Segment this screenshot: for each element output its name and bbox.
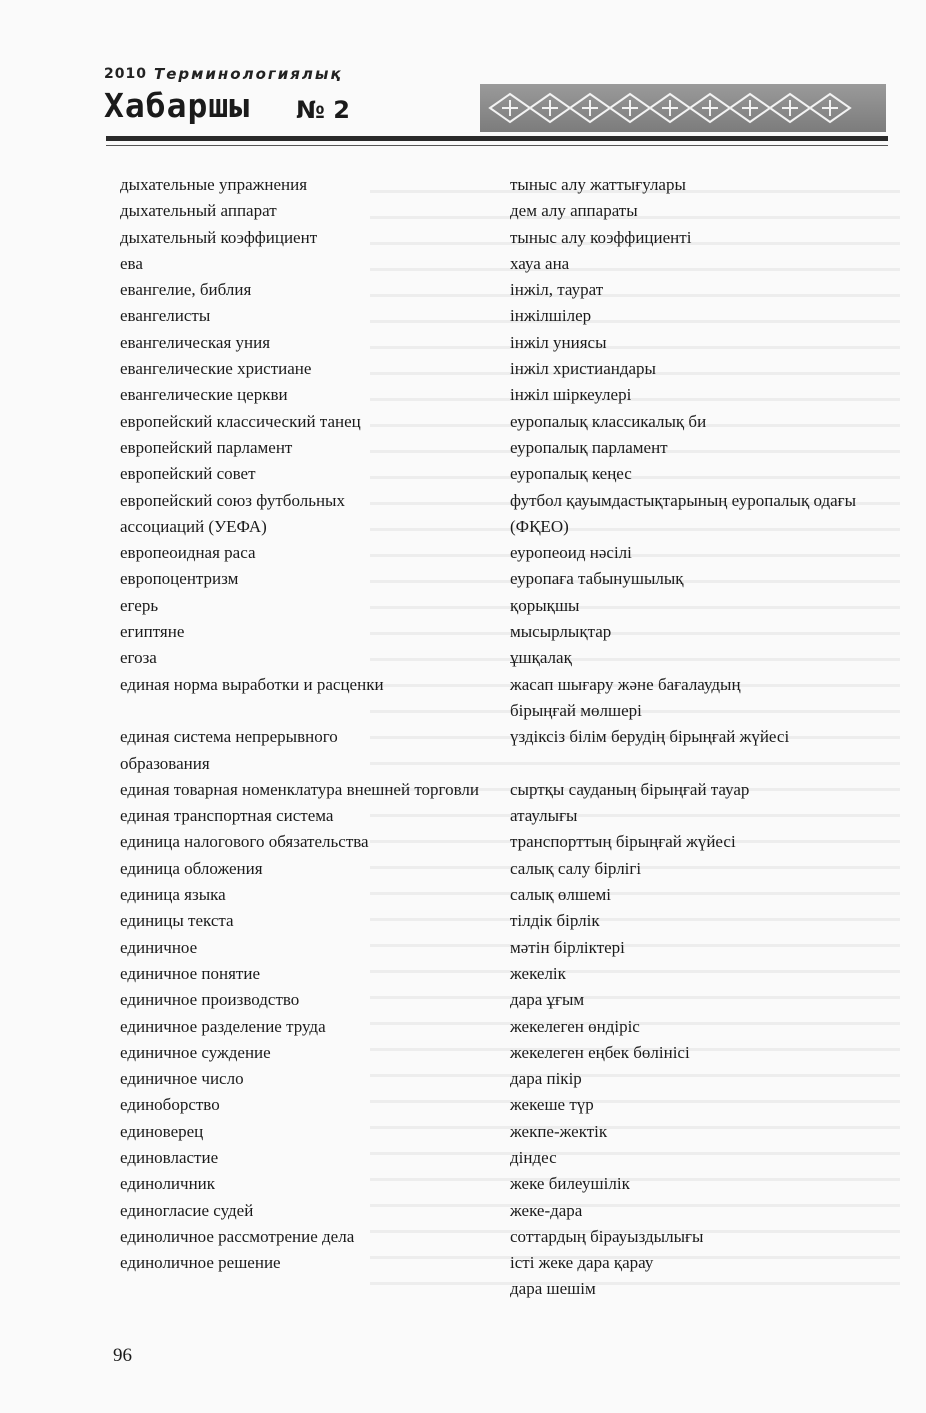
term-kz: салық өлшемі: [510, 885, 611, 905]
term-kz: інжіл христиандары: [510, 359, 656, 379]
term-ru: евангелическая уния: [120, 332, 271, 352]
header-issue-number: № 2: [296, 96, 350, 124]
term-kz: қорықшы: [510, 595, 580, 615]
term-kz: жекелеген өндіріс: [510, 1016, 640, 1036]
term-kz: салық салу бірлігі: [510, 858, 642, 878]
term-kz: мысырлықтар: [510, 622, 612, 642]
term-kz: дара ұғым: [510, 990, 585, 1010]
term-ru: егерь: [120, 595, 159, 615]
term-kz: інжіл, таурат: [510, 280, 604, 300]
term-kz: үздіксіз білім берудің бірыңғай жүйесі: [510, 727, 790, 747]
term-ru: ева: [120, 253, 143, 273]
term-ru: евангелические христиане: [120, 359, 312, 379]
term-ru: дыхательные упражнения: [120, 175, 308, 194]
term-ru: дыхательный аппарат: [120, 201, 277, 221]
term-ru: евангелические церкви: [120, 385, 288, 405]
russian-terms-column: [120, 172, 500, 1276]
term-ru: единоличное решение: [120, 1253, 281, 1273]
term-kz: дем алу аппараты: [510, 201, 638, 221]
ornament-icon: [480, 84, 886, 132]
term-kz: ұшқалақ: [510, 648, 572, 668]
term-ru: единая система непрерывного образования: [120, 727, 338, 773]
term-kz: еуропалық парламент: [510, 437, 668, 457]
term-kz: жекелік: [510, 963, 566, 983]
term-ru: европейский классический танец: [120, 411, 361, 431]
term-ru: дыхательный коэффициент: [120, 227, 318, 247]
page-number: 96: [113, 1345, 132, 1366]
term-ru: единогласие судей: [120, 1200, 254, 1220]
term-kz: тыныс алу жаттығулары: [510, 175, 686, 194]
term-kz: соттардың бірауыздылығы: [510, 1226, 704, 1246]
term-ru: европейский союз футбольных ассоциаций (УЕФА): [120, 490, 345, 536]
term-kz: жекеше түр: [510, 1095, 594, 1115]
term-ru: европейский совет: [120, 464, 256, 484]
term-ru: единоличник: [120, 1174, 216, 1194]
term-kz: еуропаға табынушылық: [510, 569, 684, 589]
term-kz: істі жеке дара қарау: [510, 1253, 654, 1273]
kazakh-terms-column: [510, 172, 895, 1303]
term-kz: інжіл шіркеулері: [510, 385, 632, 405]
term-ru: евангелие, библия: [120, 280, 252, 300]
term-kz: діндес: [510, 1147, 557, 1167]
term-kz: еуропеоид нәсілі: [510, 543, 632, 563]
term-kz: інжіл униясы: [510, 332, 607, 352]
term-kz: футбол қауымдастықтарының еуропалық одағы (ФҚЕО): [510, 490, 857, 536]
term-kz: транспорттың бірыңғай жүйесі: [510, 832, 736, 852]
term-ru: единая транспортная система: [120, 806, 334, 826]
term-ru: единая норма выработки и расценки: [120, 674, 384, 694]
term-kz: мәтін бірліктері: [510, 937, 625, 957]
term-ru: единичное суждение: [120, 1042, 271, 1062]
term-kz: сыртқы сауданың бірыңғай тауар атаулығы: [510, 779, 750, 826]
term-ru: единовластие: [120, 1147, 219, 1167]
term-kz: тыныс алу коэффициенті: [510, 227, 692, 247]
term-kz: жеке-дара: [510, 1200, 583, 1220]
term-ru: единицы текста: [120, 911, 234, 931]
term-kz: тілдік бірлік: [510, 911, 600, 931]
header-rule-thin: [106, 145, 888, 146]
term-kz: жекпе-жектік: [510, 1121, 608, 1141]
term-kz: дара пікір: [510, 1069, 582, 1089]
term-kz: жасап шығару және бағалаудың бірыңғай мөлшері: [510, 674, 741, 720]
header-year: 2010: [104, 66, 147, 82]
term-ru: единоборство: [120, 1095, 220, 1115]
term-kz: інжілшілер: [510, 306, 592, 326]
header-rule-thick: [106, 136, 888, 141]
term-ru: единица языка: [120, 885, 226, 905]
term-ru: европеоидная раса: [120, 543, 256, 563]
term-ru: европейский парламент: [120, 437, 293, 457]
term-ru: единоличное рассмотрение дела: [120, 1226, 355, 1246]
term-ru: единица налогового обязательства: [120, 832, 369, 852]
term-ru: единичное: [120, 937, 198, 957]
term-kz: жекелеген еңбек бөлінісі: [510, 1042, 690, 1062]
term-ru: евангелисты: [120, 306, 211, 326]
row-gap: [510, 751, 895, 777]
term-kz: еуропалық классикалық би: [510, 411, 707, 431]
term-kz: дара шешім: [510, 1279, 596, 1299]
row-gap: [120, 698, 500, 724]
term-ru: единичное разделение труда: [120, 1016, 326, 1036]
term-ru: единичное понятие: [120, 963, 261, 983]
term-kz: хауа ана: [510, 253, 570, 273]
term-ru: египтяне: [120, 622, 185, 642]
term-ru: егоза: [120, 648, 157, 668]
term-ru: единая товарная номенклатура внешней торговли: [120, 779, 479, 799]
term-ru: единичное производство: [120, 990, 300, 1010]
term-kz: жеке билеушілік: [510, 1174, 630, 1194]
term-ru: единоверец: [120, 1121, 204, 1141]
header-title: Хабаршы: [104, 86, 251, 125]
term-kz: еуропалық кеңес: [510, 464, 632, 484]
term-ru: европоцентризм: [120, 569, 239, 589]
term-ru: единица обложения: [120, 858, 263, 878]
header-journal-name: Терминологиялық: [154, 65, 343, 83]
term-ru: единичное число: [120, 1069, 244, 1089]
